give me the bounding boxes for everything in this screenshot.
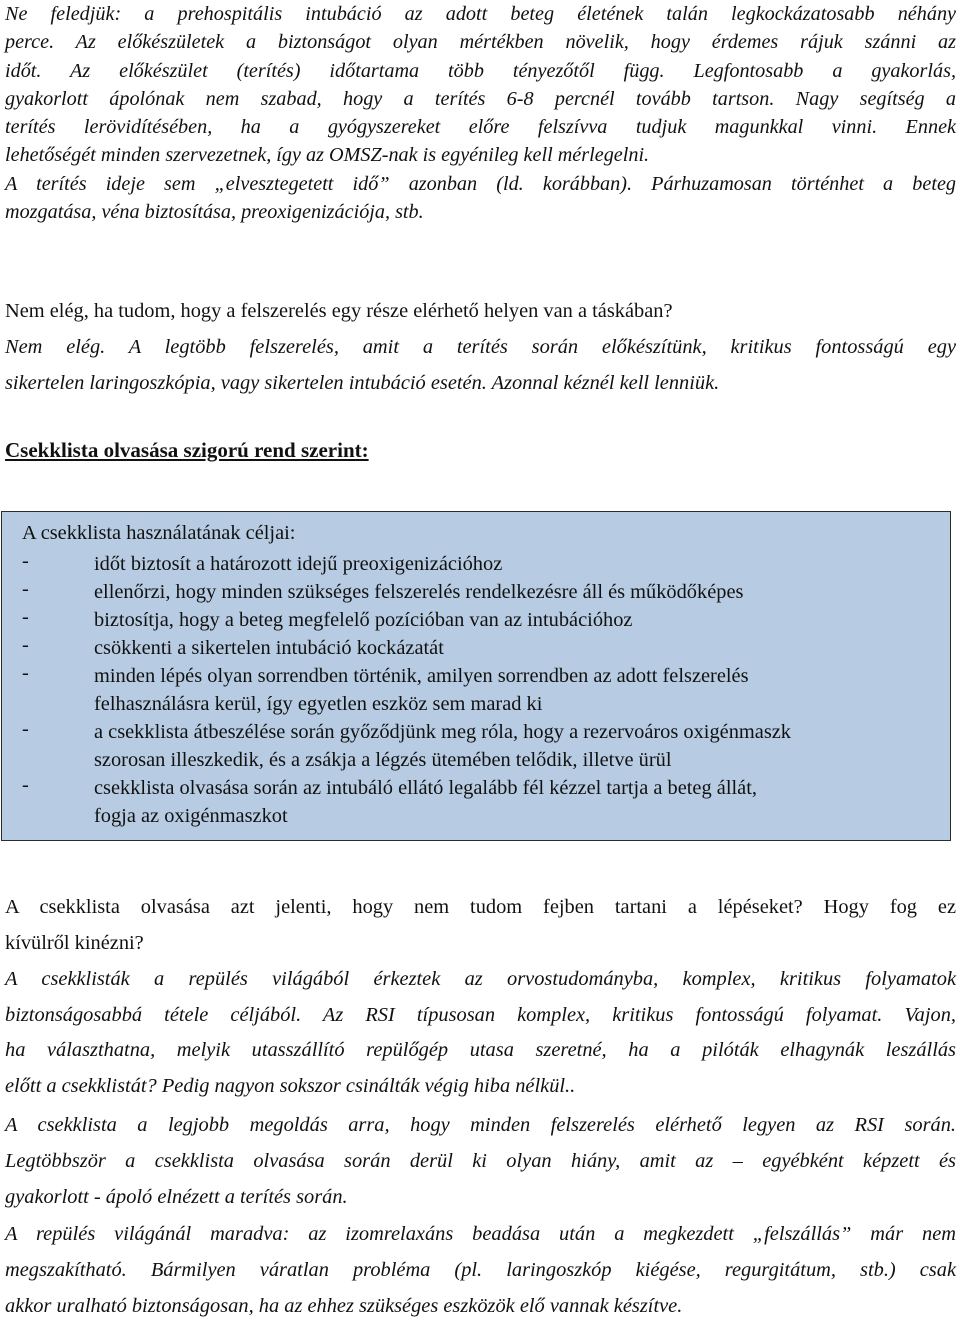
text-line: Legtöbbször a csekklista olvasása során derül ki olyan hiány, amit az – egyébként képzett és — [5, 1150, 956, 1172]
text-line: A csekklisták a repülés világából érkeztek az orvostudományba, komplex, kritikus folyamatok — [5, 968, 956, 990]
dash-marker: - — [22, 578, 29, 600]
text-line: A csekklista olvasása azt jelenti, hogy nem tudom fejben tartani a lépéseket? Hogy fog ez — [5, 896, 956, 918]
dash-marker: - — [22, 774, 29, 796]
text-line: időt. Az előkészület (terítés) időtartama több tényezőtől függ. Legfontosabb a gyakorlás, — [5, 59, 956, 82]
text-line: ha választhatna, melyik utasszállító repülőgép utasa szeretné, ha a pilóták elhagynák leszállás — [5, 1039, 956, 1061]
text-line: akkor uralható biztonságosan, ha az ehhez szükséges eszközök elő vannak készítve. — [5, 1295, 683, 1317]
text-line: kívülről kinézni? — [5, 931, 144, 954]
answer-paragraph — [5, 962, 956, 1104]
text-line: lehetőségét minden szervezetnek, így az OMSZ-nak is egyénileg kell mérlegelni. — [5, 144, 650, 167]
text-line: terítés lerövidítésében, ha a gyógyszereket előre felszívva tudjuk magunkkal vinni. Ennek — [5, 116, 956, 139]
paragraph — [5, 1107, 956, 1215]
dash-marker: - — [22, 718, 29, 740]
box-title: A csekklista használatának céljai: — [22, 522, 296, 544]
text-line: A terítés ideje sem „elvesztegetett idő” azonban (ld. korábban). Párhuzamosan történhet a beteg — [5, 172, 956, 195]
text-line: mozgatása, véna biztosítása, preoxigenizációja, stb. — [5, 201, 424, 224]
text-line: gyakorlott - ápoló elnézett a terítés során. — [5, 1186, 348, 1208]
checklist-goals-box: A csekklista használatának céljai: - időt biztosít a határozott idejű preoxigenizációhoz - ellenőrzi, hogy minden szükséges felszerelés rendelkezésre áll és működőképes - biztosítja, hogy a beteg megfelelő pozícióban van az intubációhoz - csökkenti a sikertelen intubáció kockázatát - minden lépés olyan sorrendben történik, amilyen sorrendben az adott felszerelés felhasználásra kerül, így egyetlen eszköz sem marad ki - a csekklista átbeszélése során győződjünk meg róla, hogy a rezervoáros oxigénmaszk szorosan illeszkedik, és a zsákja a légzés ütemében telődik, illetve ürül - csekklista olvasása során az intubáló ellátó legalább fél kézzel tartja a beteg állát, fogja az oxigénmaszkot — [1, 511, 951, 841]
text-line: biztonságosabbá tétele céljából. Az RSI típusosan komplex, kritikus fontosságú folyamat. Vajon, — [5, 1003, 956, 1026]
dash-marker: - — [22, 634, 29, 656]
paragraph — [5, 1216, 956, 1324]
answer-line: Nem elég. A legtöbb felszerelés, amit a terítés során előkészítünk, kritikus fontosságú egy — [5, 336, 956, 358]
dash-marker: - — [22, 606, 29, 628]
question-answer-block — [5, 293, 956, 401]
text-line: A csekklista a legjobb megoldás arra, hogy minden felszerelés elérhető legyen az RSI során. — [5, 1114, 956, 1136]
text-line: A repülés világánál maradva: az izomrelaxáns beadása után a megkezdett „felszállás” már nem — [5, 1223, 956, 1245]
question-text: Nem elég, ha tudom, hogy a felszerelés egy része elérhető helyen van a táskában? — [5, 300, 673, 322]
intro-paragraph — [5, 0, 956, 226]
text-line: gyakorlott ápolónak nem szabad, hogy a terítés 6-8 percnél tovább tartson. Nagy segítség a — [5, 87, 956, 110]
question-paragraph — [5, 890, 956, 961]
dash-marker: - — [22, 550, 29, 572]
section-heading: Csekklista olvasása szigorú rend szerint: — [5, 438, 369, 462]
dash-marker: - — [22, 662, 29, 684]
text-line: előtt a csekklistát? Pedig nagyon sokszor csinálták végig hiba nélkül.. — [5, 1074, 576, 1097]
answer-line: sikertelen laringoszkópia, vagy sikertelen intubáció esetén. Azonnal kéznél kell lenniük. — [5, 372, 720, 394]
text-line: Ne feledjük: a prehospitális intubáció az adott beteg életének talán legkockázatosabb néhány — [5, 3, 956, 25]
text-line: perce. Az előkészületek a biztonságot olyan mértékben növelik, hogy érdemes rájuk szánni az — [5, 31, 956, 54]
text-line: megszakítható. Bármilyen váratlan probléma (pl. laringoszkóp kiégése, regurgitátum, stb.) csak — [5, 1259, 956, 1281]
